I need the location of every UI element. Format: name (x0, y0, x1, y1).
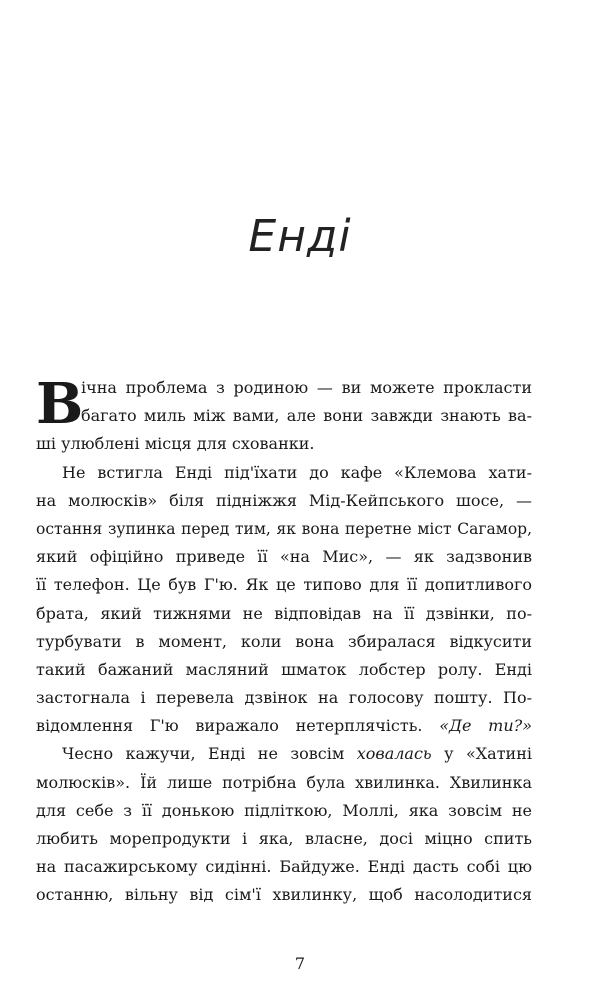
body-text (36, 371, 532, 910)
text-line: на молюсків» біля підніжжя Мід-Кейпського шосе, — (36, 490, 532, 510)
chapter-title: Енді (248, 211, 352, 263)
text-line: Не встигла Енді під'їхати до кафе «Клемова хати- (62, 462, 532, 482)
text-line (36, 740, 532, 768)
italic-segment: ховалась (356, 744, 432, 764)
text-line: останню, вільну від сім'ї хвилинку, щоб насолодитися (36, 885, 532, 905)
text-segment: Чесно кажучи, Енді не зовсім (62, 744, 357, 764)
text-line: який офіційно приведе її «на Мис», — як задзвонив (36, 547, 532, 567)
text-line: молюсків». Їй лише потрібна була хвилинка. Хвилинка (36, 772, 532, 792)
text-segment: у «Хатині (431, 744, 532, 764)
text-line: її телефон. Це був Г'ю. Як це типово для її допитливого (36, 575, 532, 595)
text-line: застогнала і перевела дзвінок на голосову пошту. По- (36, 688, 532, 708)
paragraph-2 (36, 459, 532, 741)
text-line: багато миль між вами, але вони завжди знають ва- (81, 406, 532, 426)
text-line: остання зупинка перед тим, як вона перетне міст Сагамор, (36, 519, 532, 538)
paragraph-3 (36, 740, 532, 909)
paragraph-1 (36, 371, 532, 459)
page-number: 7 (294, 954, 306, 973)
text-line: для себе з її донькою підліткою, Моллі, яка зовсім не (36, 800, 532, 820)
text-line: ічна проблема з родиною — ви можете прокласти (81, 378, 532, 397)
text-line: такий бажаний масляний шматок лобстер ролу. Енді (36, 659, 532, 679)
text-line: брата, який тижнями не відповідав на її дзвінки, по- (36, 603, 532, 623)
text-line (36, 712, 532, 740)
text-line: любить морепродукти і яка, власне, досі міцно спить (36, 829, 532, 848)
text-line: на пасажирському сидінні. Байдуже. Енді дасть собі цю (36, 857, 532, 877)
text-line: ші улюблені місця для схованки. (36, 434, 315, 454)
text-line: турбувати в момент, коли вона збиралася відкусити (36, 631, 532, 651)
drop-cap: В (36, 371, 84, 437)
text-segment: відомлення Г'ю виражало нетерплячість. (36, 716, 440, 736)
italic-segment: «Де ти?» (439, 716, 532, 736)
